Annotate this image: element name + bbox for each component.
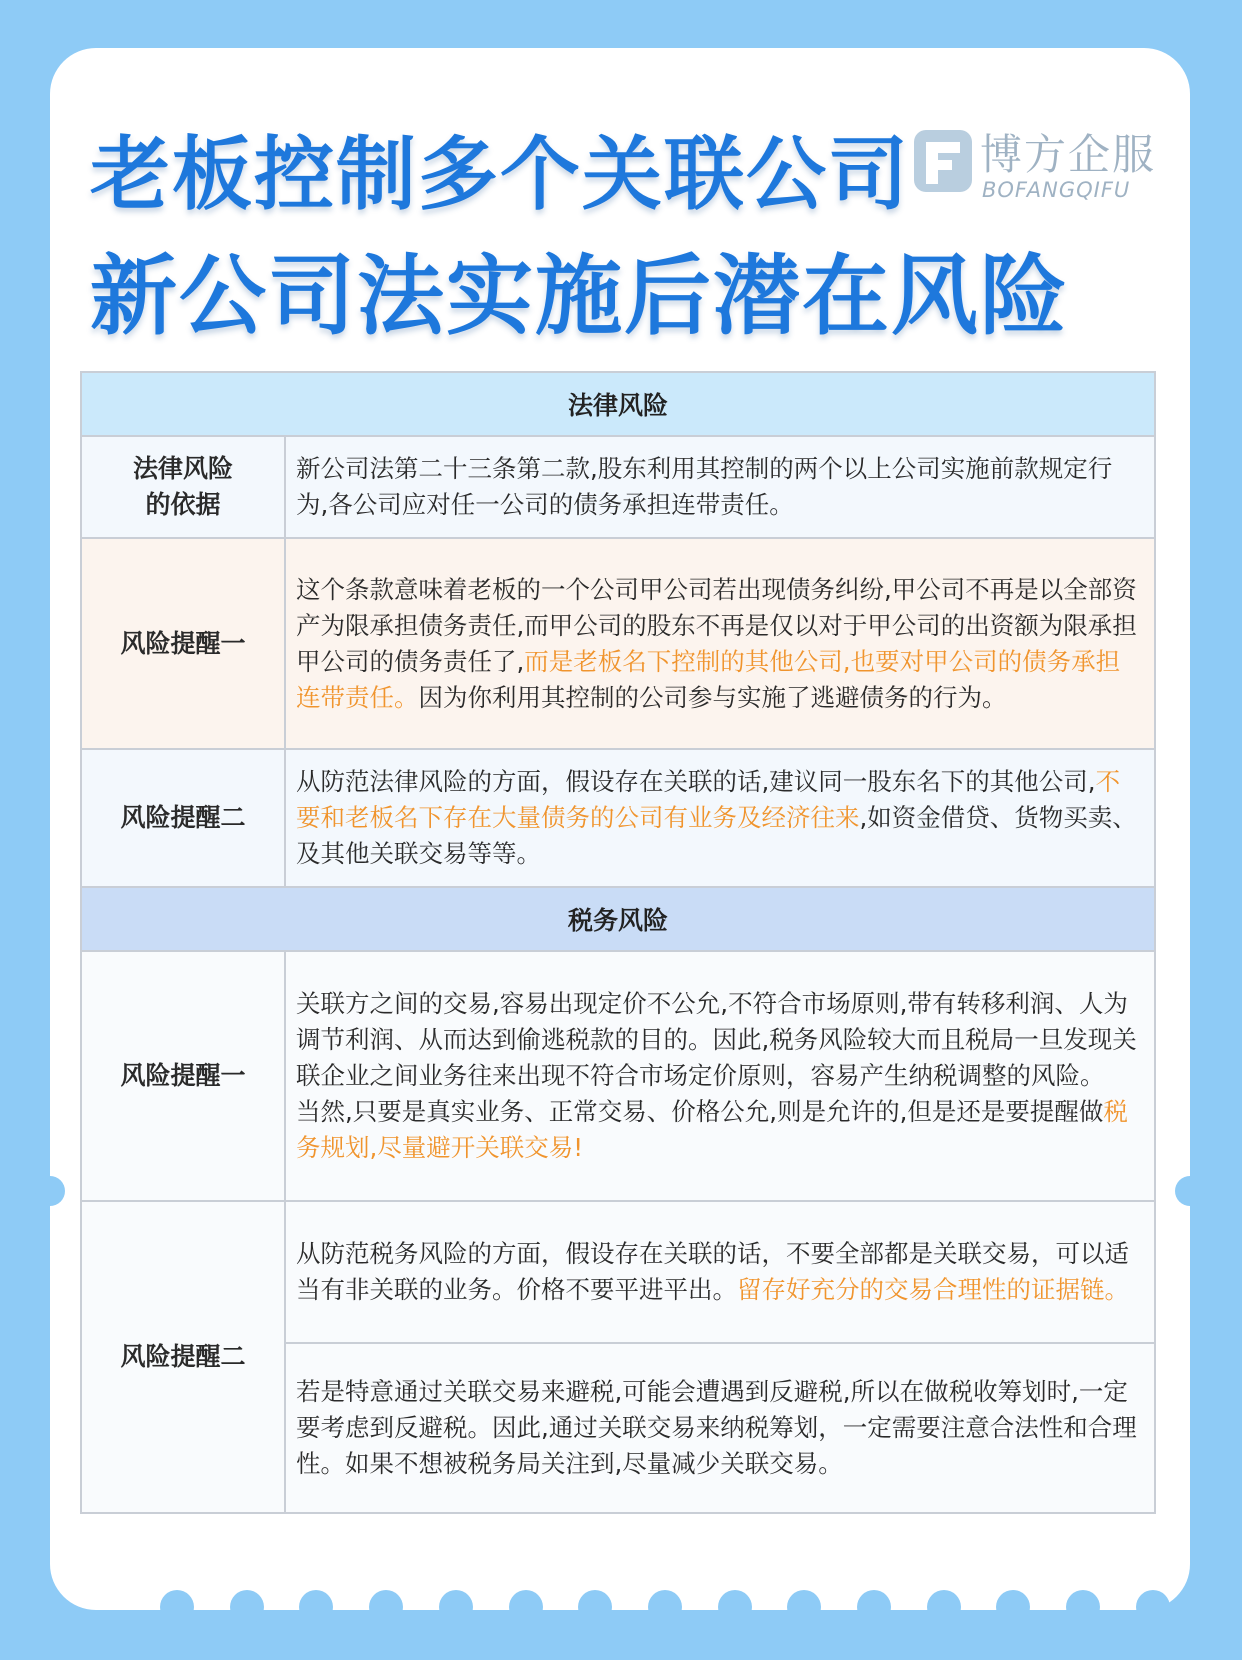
title-line-2: 新公司法实施后潜在风险 [90,245,1069,347]
legal-reminder-2-text: 从防范法律风险的方面，假设存在关联的话,建议同一股东名下的其他公司, [296,767,1096,796]
table-row [81,749,1155,887]
brand-name-cn: 博方企服 [980,130,1157,179]
tax-reminder-2-label: 风险提醒二 [81,1201,285,1513]
tax-section-header: 税务风险 [81,887,1155,951]
tax-reminder-2-content-2: 若是特意通过关联交易来避税,可能会遭遇到反避税,所以在做税收筹划时,一定要考虑到反避税。因此,通过关联交易来纳税筹划，一定需要注意合法性和合理性。如果不想被税务局关注到,尽量减少关联交易。 [285,1343,1155,1513]
decorative-dot [578,1590,612,1624]
legal-section-header-row [81,372,1155,436]
brand-logo [912,122,1157,210]
legal-reminder-1-content [285,538,1155,749]
legal-reminder-2-label: 风险提醒二 [81,749,285,887]
decorative-dot [299,1590,333,1624]
decorative-dot [160,1590,194,1624]
decorative-dot [1136,1590,1170,1624]
legal-basis-label [81,436,285,538]
decorative-dot [996,1590,1030,1624]
tax-reminder-1-content [285,951,1155,1201]
tax-reminder-2-text: 从防范税务风险的方面，假设存在关联的话，不要全部都是关联交易，可以适当有非关联的业务。价格不要平进平出。 [296,1239,1129,1304]
table-row [81,951,1155,1201]
tax-reminder-1-highlight: 税务规划,尽量避开关联交易! [296,1097,1128,1162]
decorative-dot [718,1590,752,1624]
tax-reminder-1-text-2: 当然,只要是真实业务、正常交易、价格公允,则是允许的,但是还是要提醒做 [296,1097,1104,1126]
legal-reminder-2-highlight: 不要和老板名下存在大量债务的公司有业务及经济往来 [296,767,1121,832]
title-line-1: 老板控制多个关联公司 [90,128,910,221]
table-row [81,436,1155,538]
decorative-dot [439,1590,473,1624]
card-notch-right [1175,1176,1205,1206]
legal-reminder-1-text-end: 因为你利用其控制的公司参与实施了逃避债务的行为。 [418,682,1007,712]
brand-name-en: BOFANGQIFU [982,178,1131,202]
tax-reminder-1-text: 关联方之间的交易,容易出现定价不公允,不符合市场原则,带有转移利润、人为调节利润、从而达到偷逃税款的目的。因此,税务风险较大而且税局一旦发现关联企业之间业务往来出现不符合市场定价原则，容易产生纳税调整的风险。 [296,989,1137,1090]
decorative-dot [927,1590,961,1624]
table-row [81,1201,1155,1343]
decorative-dot [509,1590,543,1624]
legal-reminder-1-text: 这个条款意味着老板的一个公司甲公司若出现债务纠纷,甲公司不再是以全部资产为限承担债务责任,而甲公司的股东不再是仅以对于甲公司的出资额为限承担甲公司的债务责任了, [296,574,1137,676]
legal-reminder-1-label: 风险提醒一 [81,538,285,749]
tax-reminder-2-highlight: 留存好充分的交易合理性的证据链。 [737,1275,1129,1304]
decorative-dot [369,1590,403,1624]
tax-reminder-2-content-1 [285,1201,1155,1343]
risk-table [80,371,1156,1514]
decorative-dot [787,1590,821,1624]
tax-reminder-1-label: 风险提醒一 [81,951,285,1201]
decorative-dot [230,1590,264,1624]
poster-card [50,48,1190,1610]
legal-reminder-2-content [285,749,1155,887]
legal-basis-label-text: 法律风险 的依据 [132,454,233,519]
brand-logo-icon [912,126,974,196]
decorative-dot [648,1590,682,1624]
card-notch-left [35,1176,65,1206]
tax-section-header-row [81,887,1155,951]
legal-reminder-2-text-end: ,如资金借贷、货物买卖、及其他关联交易等等。 [296,803,1137,868]
table-row [81,538,1155,749]
legal-basis-content: 新公司法第二十三条第二款,股东利用其控制的两个以上公司实施前款规定行为,各公司应对任一公司的债务承担连带责任。 [285,436,1155,538]
decorative-dot [857,1590,891,1624]
decorative-dot [1066,1590,1100,1624]
legal-reminder-1-highlight: 而是老板名下控制的其他公司,也要对甲公司的债务承担连带责任。 [296,646,1121,712]
legal-section-header: 法律风险 [81,372,1155,436]
decorative-dots [160,1590,1170,1630]
